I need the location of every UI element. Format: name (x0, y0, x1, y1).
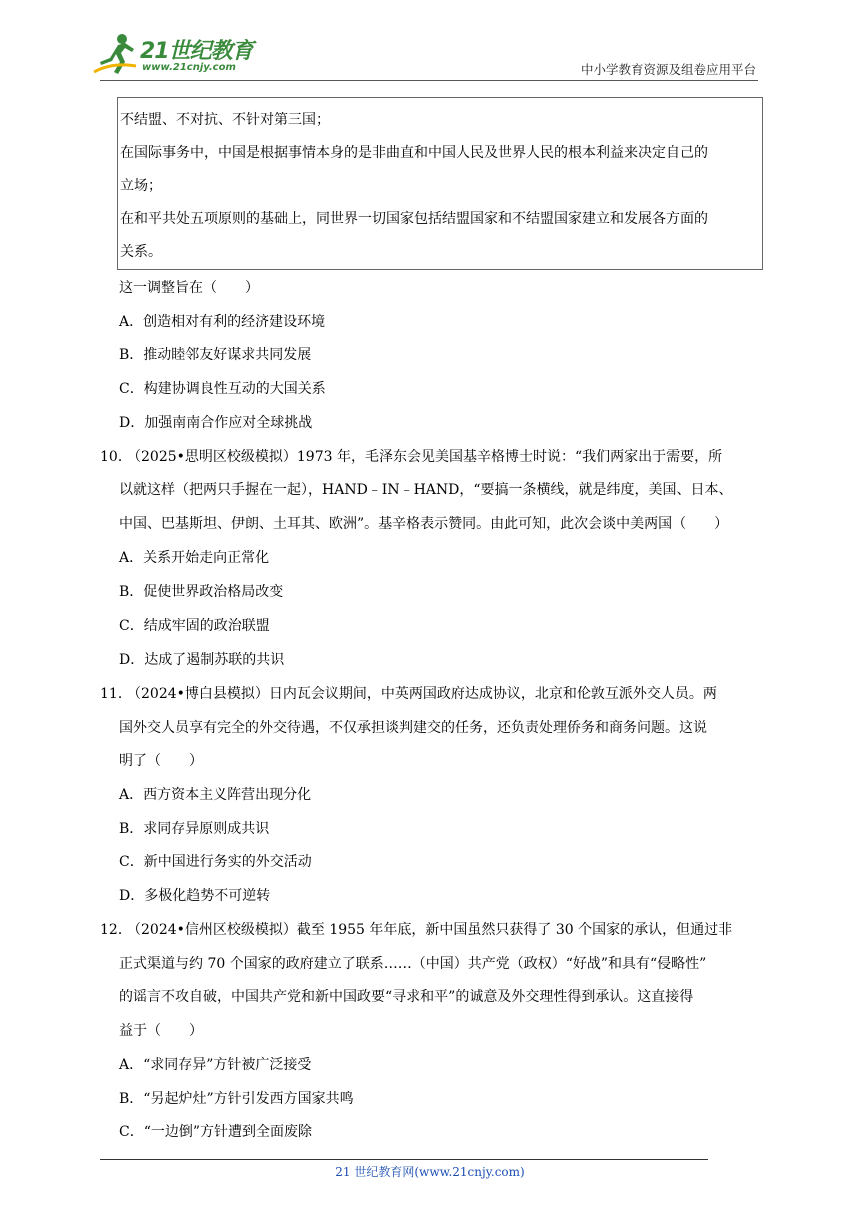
question-text-line: （2025•思明区校级模拟）1973 年，毛泽东会见美国基辛格博士时说：“我们两家出于需要，所 (127, 449, 723, 465)
question-text-line: 益于（ ） (119, 1023, 203, 1039)
option-b[interactable]: B．推动睦邻友好谋求共同发展 (119, 347, 312, 363)
question-number: 11． (100, 686, 132, 702)
logo-url: www.21cnjy.com (142, 62, 236, 73)
option-b[interactable]: B．“另起炉灶”方针引发西方国家共鸣 (119, 1091, 354, 1107)
option-a[interactable]: A．创造相对有利的经济建设环境 (119, 314, 326, 330)
question-number: 12． (100, 922, 132, 938)
option-d[interactable]: D．多极化趋势不可逆转 (119, 888, 271, 904)
option-b[interactable]: B．促使世界政治格局改变 (119, 584, 284, 600)
platform-title: 中小学教育资源及组卷应用平台 (580, 62, 756, 77)
question-text-line: （2024•信州区校级模拟）截至 1955 年年底，新中国虽然只获得了 30 个国家的承认，但通过非 (127, 922, 733, 938)
site-logo[interactable] (92, 32, 262, 78)
question-text-line: 的谣言不攻自破，中国共产党和新中国政要“寻求和平”的诚意及外交理性得到承认。这直接得 (119, 989, 694, 1005)
option-c[interactable]: C．新中国进行务实的外交活动 (119, 854, 312, 870)
question-number: 10． (100, 449, 132, 465)
option-c[interactable]: C．构建协调良性互动的大国关系 (119, 381, 326, 397)
quote-line: 立场； (120, 178, 162, 194)
option-c[interactable]: C．“一边倒”方针遭到全面废除 (119, 1124, 313, 1140)
option-a[interactable]: A．“求同存异”方针被广泛接受 (119, 1057, 312, 1073)
option-c[interactable]: C．结成牢固的政治联盟 (119, 618, 270, 634)
footer-link[interactable]: 21 世纪教育网(www.21cnjy.com) (335, 1165, 525, 1179)
quote-line: 在和平共处五项原则的基础上，同世界一切国家包括结盟国家和不结盟国家建立和发展各方面的 (120, 211, 708, 227)
question-text-line: 正式渠道与约 70 个国家的政府建立了联系……（中国）共产党（政权）“好战”和具有“侵略性” (119, 956, 707, 972)
option-b[interactable]: B．求同存异原则成共识 (119, 821, 270, 837)
quote-line: 在国际事务中，中国是根据事情本身的是非曲直和中国人民及世界人民的根本利益来决定自己的 (120, 145, 708, 161)
question-text-line: 以就这样（把两只手握在一起），HAND﹣IN﹣HAND，“要搞一条横线，就是纬度，美国、日本、 (119, 482, 733, 498)
header-divider (100, 80, 758, 81)
option-d[interactable]: D．达成了遏制苏联的共识 (119, 652, 285, 668)
quote-line: 不结盟、不对抗、不针对第三国； (120, 112, 330, 128)
option-a[interactable]: A．关系开始走向正常化 (119, 550, 270, 566)
quote-line: 关系。 (120, 244, 162, 260)
page-header (0, 0, 860, 90)
question-text-line: （2024•博白县模拟）日内瓦会议期间，中英两国政府达成协议，北京和伦敦互派外交人员。两 (127, 686, 717, 702)
option-a[interactable]: A．西方资本主义阵营出现分化 (119, 787, 312, 803)
question-stem: 这一调整旨在（ ） (119, 280, 259, 296)
question-text-line: 中国、巴基斯坦、伊朗、土耳其、欧洲”。基辛格表示赞同。由此可知，此次会谈中美两国（ ） (119, 516, 729, 532)
question-text-line: 国外交人员享有完全的外交待遇，不仅承担谈判建交的任务，还负责处理侨务和商务问题。这说 (119, 720, 707, 736)
footer-divider (100, 1159, 708, 1160)
question-text-line: 明了（ ） (119, 753, 203, 769)
logo-text: 21世纪教育 (140, 39, 253, 64)
option-d[interactable]: D．加强南南合作应对全球挑战 (119, 415, 313, 431)
quote-box (117, 97, 763, 270)
runner-icon (92, 32, 140, 76)
